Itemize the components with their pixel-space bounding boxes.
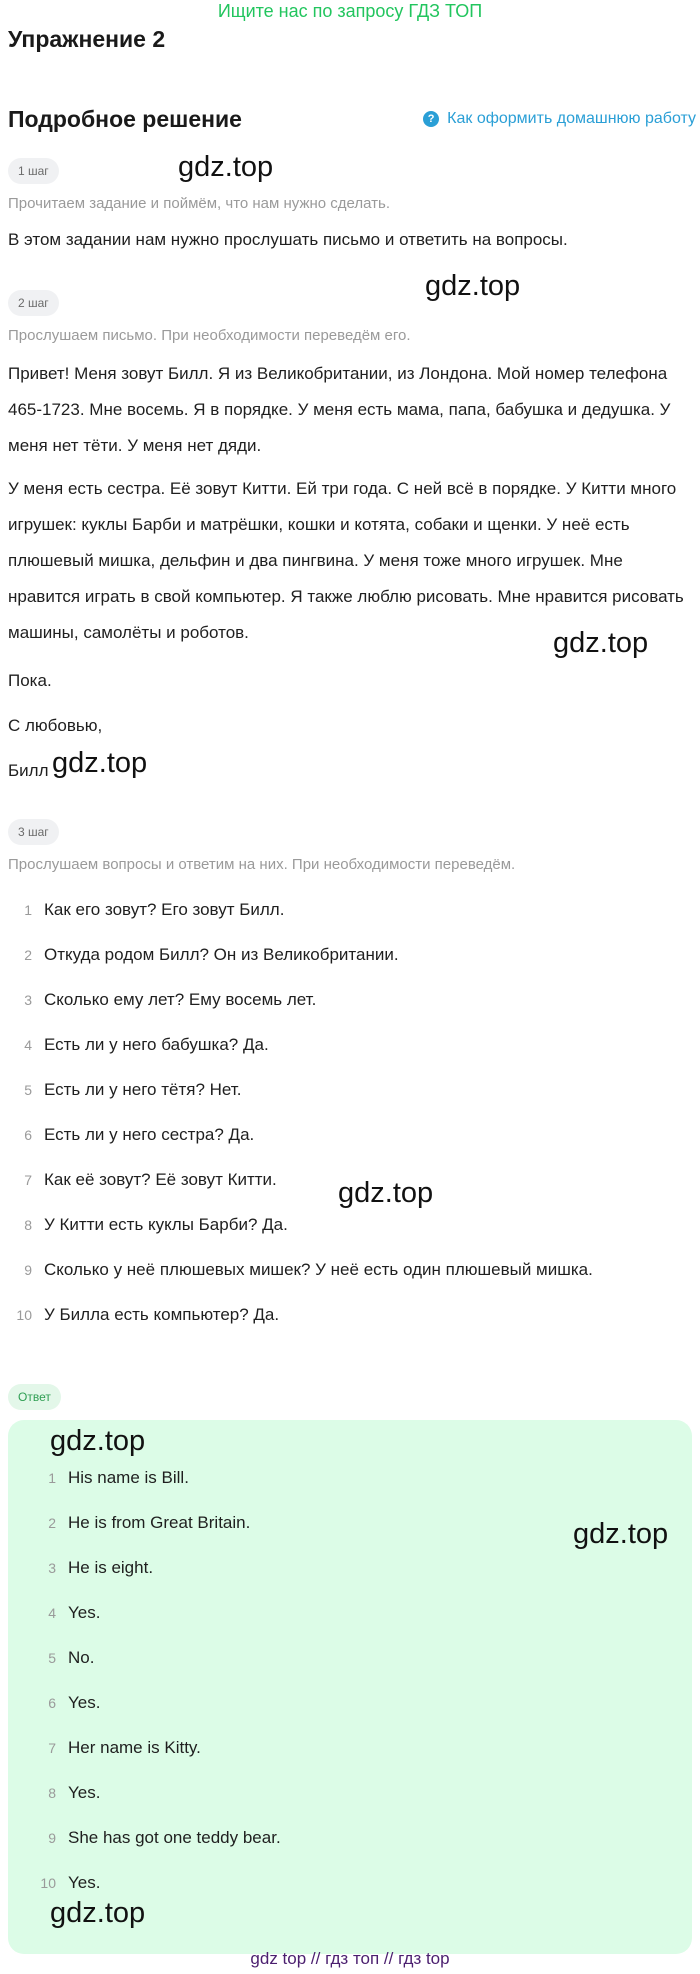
letter-bye: Пока. [8, 671, 52, 690]
answer-number: 9 [48, 1830, 56, 1846]
question-number: 7 [24, 1172, 32, 1188]
question-item [0, 1168, 277, 1192]
howto-link-label: Как оформить домашнюю работу [447, 110, 696, 127]
answer-item [0, 1556, 153, 1580]
question-item [0, 1033, 269, 1057]
question-item [0, 1123, 254, 1147]
answer-text: Her name is Kitty. [68, 1738, 201, 1757]
answer-number: 5 [48, 1650, 56, 1666]
step-1-hint: Прочитаем задание и поймём, что нам нужно сделать. [8, 195, 391, 212]
answer-text: No. [68, 1648, 95, 1667]
answer-box [8, 1420, 692, 1954]
answer-text: Yes. [68, 1603, 101, 1622]
question-text: Есть ли у него сестра? Да. [44, 1125, 255, 1144]
search-banner[interactable]: Ищите нас по запросу ГДЗ ТОП [217, 1, 483, 21]
question-number: 2 [24, 947, 32, 963]
question-text: Как её зовут? Её зовут Китти. [44, 1170, 277, 1189]
howto-link[interactable] [423, 109, 696, 129]
exercise-title: Упражнение 2 [8, 26, 166, 52]
question-number: 9 [24, 1262, 32, 1278]
question-text: Сколько ему лет? Ему восемь лет. [44, 990, 317, 1009]
footer-links[interactable]: gdz top // гдз топ // гдз top [250, 1949, 450, 1968]
answer-text: His name is Bill. [68, 1468, 189, 1487]
answer-pill: Ответ [8, 1384, 61, 1410]
question-number: 10 [16, 1307, 32, 1323]
watermark: gdz.top [553, 627, 649, 659]
answer-number: 1 [48, 1470, 56, 1486]
answer-number: 7 [48, 1740, 56, 1756]
answer-number: 4 [48, 1605, 56, 1621]
watermark: gdz.top [50, 1897, 146, 1929]
question-item [0, 943, 399, 967]
answer-text: She has got one teddy bear. [68, 1828, 281, 1847]
watermark: gdz.top [573, 1518, 669, 1550]
question-text: У Китти есть куклы Барби? Да. [44, 1215, 288, 1234]
answer-item [0, 1691, 100, 1715]
step-1-pill: 1 шаг [8, 158, 59, 184]
question-text: Сколько у неё плюшевых мишек? У неё есть один плюшевый мишка. [44, 1260, 593, 1279]
question-item [0, 988, 316, 1012]
step-2-hint: Прослушаем письмо. При необходимости переведём его. [8, 327, 411, 344]
question-text: Как его зовут? Его зовут Билл. [44, 900, 285, 919]
step-3-pill: 3 шаг [8, 819, 59, 845]
question-number: 3 [24, 992, 32, 1008]
question-text: Есть ли у него тётя? Нет. [44, 1080, 242, 1099]
question-number: 4 [24, 1037, 32, 1053]
answer-item [0, 1736, 201, 1760]
step-3-hint: Прослушаем вопросы и ответим на них. При необходимости переведём. [8, 856, 516, 873]
answer-text: Yes. [68, 1693, 101, 1712]
answer-item [0, 1601, 100, 1625]
answer-item [0, 1826, 281, 1850]
answer-text: He is eight. [68, 1558, 154, 1577]
answer-text: He is from Great Britain. [68, 1513, 251, 1532]
answer-number: 10 [40, 1875, 56, 1891]
question-number: 1 [24, 902, 32, 918]
step-1-text: В этом задании нам нужно прослушать письмо и ответить на вопросы. [8, 230, 568, 249]
watermark: gdz.top [178, 151, 274, 183]
answer-number: 2 [48, 1515, 56, 1531]
answer-number: 8 [48, 1785, 56, 1801]
solution-title: Подробное решение [8, 106, 242, 132]
watermark: gdz.top [52, 747, 148, 779]
answer-item [0, 1466, 189, 1490]
letter-paragraph-1: Привет! Меня зовут Билл. Я из Великобритании, из Лондона. Мой номер телефона 465-1723. Мне восемь. Я в порядке. У меня есть мама, папа, бабушка и дедушка. У меня нет тёти. У меня нет дяди. [8, 364, 671, 455]
question-item [0, 898, 284, 922]
letter-closing: С любовью, [8, 716, 103, 735]
question-item [0, 1078, 241, 1102]
answer-text: Yes. [68, 1873, 101, 1892]
answer-item [0, 1646, 94, 1670]
watermark: gdz.top [425, 270, 521, 302]
question-number: 6 [24, 1127, 32, 1143]
letter-paragraph-2: У меня есть сестра. Её зовут Китти. Ей три года. С ней всё в порядке. У Китти много игрушек: куклы Барби и матрёшки, кошки и котята, собаки и щенки. У неё есть плюшевый мишка, дельфин и два пингвина. У меня тоже много игрушек. Мне нравится играть в свой компьютер. Я также люблю рисовать. Мне нравится рисовать машины, самолёты и роботов. [8, 479, 684, 642]
question-text: У Билла есть компьютер? Да. [44, 1305, 280, 1324]
letter-signature: Билл [8, 761, 49, 780]
answer-item [0, 1511, 250, 1535]
question-icon: ? [423, 111, 439, 127]
watermark: gdz.top [50, 1425, 146, 1457]
question-item [0, 1258, 593, 1282]
question-number: 8 [24, 1217, 32, 1233]
question-text: Откуда родом Билл? Он из Великобритании. [44, 945, 399, 964]
answer-item [0, 1871, 100, 1895]
answer-number: 3 [48, 1560, 56, 1576]
question-item [0, 1213, 288, 1237]
answer-number: 6 [48, 1695, 56, 1711]
question-text: Есть ли у него бабушка? Да. [44, 1035, 269, 1054]
question-number: 5 [24, 1082, 32, 1098]
answer-text: Yes. [68, 1783, 101, 1802]
answer-item [0, 1781, 100, 1805]
watermark: gdz.top [338, 1177, 434, 1209]
question-item [0, 1303, 279, 1327]
step-2-pill: 2 шаг [8, 290, 59, 316]
